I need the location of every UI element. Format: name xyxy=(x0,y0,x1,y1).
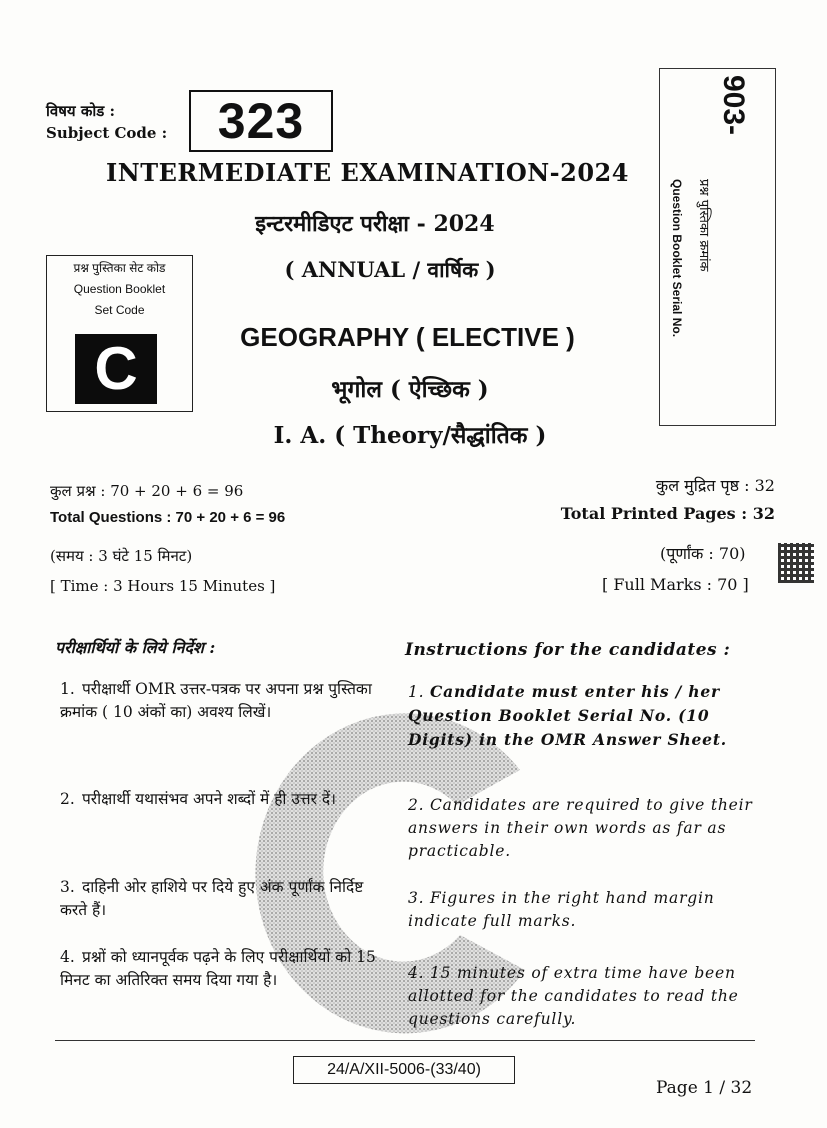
instruction-text-en: Candidates are required to give their answers in their own words as far as practicable. xyxy=(408,796,753,860)
serial-label-hi: प्रश्न पुस्तिका क्रमांक xyxy=(696,179,711,272)
instruction-number: 4. xyxy=(60,948,75,966)
subject-title: GEOGRAPHY ( ELECTIVE ) xyxy=(240,322,575,352)
instruction-number: 1. xyxy=(408,683,425,701)
page-number: Page 1 / 32 xyxy=(656,1078,753,1098)
exam-title: INTERMEDIATE EXAMINATION-2024 xyxy=(106,158,629,187)
instruction-text-en: 15 minutes of extra time have been allotted for the candidates to read the questions carefully. xyxy=(408,964,739,1028)
total-pages-hi: कुल मुद्रित पृष्ठ : 32 xyxy=(655,476,775,495)
instructions-heading-en: Instructions for the candidates : xyxy=(405,640,731,660)
serial-label-en: Question Booklet Serial No. xyxy=(670,179,684,338)
exam-title-hindi: इन्टरमीडिएट परीक्षा - 2024 xyxy=(255,211,495,237)
instruction-2-hi xyxy=(60,788,395,811)
instruction-number: 3. xyxy=(60,878,75,896)
instruction-number: 2. xyxy=(408,796,425,814)
subject-code-labels xyxy=(46,100,167,144)
set-code-label-hi: प्रश्न पुस्तिका सेट कोड xyxy=(73,261,166,275)
serial-number-box xyxy=(659,68,776,426)
instruction-text-hi: प्रश्नों को ध्यानपूर्वक पढ़ने के लिए परीक्षार्थियों को 15 मिनट का अतिरिक्त समय दिया गया है। xyxy=(60,948,376,989)
instruction-number: 1. xyxy=(60,680,75,698)
full-marks-hi: (पूर्णांक : 70) xyxy=(660,544,746,563)
instruction-number: 2. xyxy=(60,790,75,808)
stream-title: I. A. ( Theory/सैद्धांतिक ) xyxy=(273,422,547,449)
time-en: [ Time : 3 Hours 15 Minutes ] xyxy=(50,577,276,595)
subject-code-label-en: Subject Code : xyxy=(46,124,168,142)
instruction-text-en: Candidate must enter his / her Question Booklet Serial No. (10 Digits) in the OMR Answer Sheet. xyxy=(408,682,727,749)
exam-type: ( ANNUAL / वार्षिक ) xyxy=(284,257,496,282)
instruction-2-en xyxy=(408,794,768,863)
instruction-3-en xyxy=(408,887,768,933)
instruction-number: 3. xyxy=(408,889,425,907)
instruction-4-en xyxy=(408,962,768,1031)
set-code-letter: C xyxy=(75,334,157,404)
total-pages-en: Total Printed Pages : 32 xyxy=(560,504,775,523)
instruction-text-hi: दाहिनी ओर हाशिये पर दिये हुए अंक पूर्णांक निर्दिष्ट करते हैं। xyxy=(60,878,364,919)
instruction-number: 4. xyxy=(408,964,425,982)
paper-code: 24/A/XII-5006-(33/40) xyxy=(293,1056,515,1084)
instruction-text-hi: परीक्षार्थी यथासंभव अपने शब्दों में ही उत्तर दें। xyxy=(82,790,336,808)
qr-code xyxy=(778,543,814,583)
instructions-heading-hi: परीक्षार्थियों के लिये निर्देश : xyxy=(55,638,216,657)
subject-code-label-hi: विषय कोड : xyxy=(46,102,116,120)
instruction-text-hi: परीक्षार्थी OMR उत्तर-पत्रक पर अपना प्रश्न पुस्तिका क्रमांक ( 10 अंकों का) अवश्य लिखें। xyxy=(60,680,372,721)
instruction-4-hi xyxy=(60,946,395,992)
set-code-label-en-2: Set Code xyxy=(94,303,145,317)
instruction-text-en: Figures in the right hand margin indicate full marks. xyxy=(408,889,715,930)
subject-title-hindi: भूगोल ( ऐच्छिक ) xyxy=(331,376,489,403)
footer-divider xyxy=(55,1040,755,1041)
total-questions-hi: कुल प्रश्न : 70 + 20 + 6 = 96 xyxy=(50,482,244,500)
set-code-label-en-1: Question Booklet xyxy=(73,282,166,296)
serial-number: 903- xyxy=(717,75,750,136)
total-questions-en: Total Questions : 70 + 20 + 6 = 96 xyxy=(50,509,286,526)
full-marks-en: [ Full Marks : 70 ] xyxy=(602,575,749,594)
instruction-1-hi xyxy=(60,678,395,724)
time-hi: (समय : 3 घंटे 15 मिनट) xyxy=(50,547,193,565)
instruction-3-hi xyxy=(60,876,395,922)
set-code-box xyxy=(46,255,193,412)
subject-code-value: 323 xyxy=(189,90,333,152)
instruction-1-en xyxy=(408,680,768,752)
